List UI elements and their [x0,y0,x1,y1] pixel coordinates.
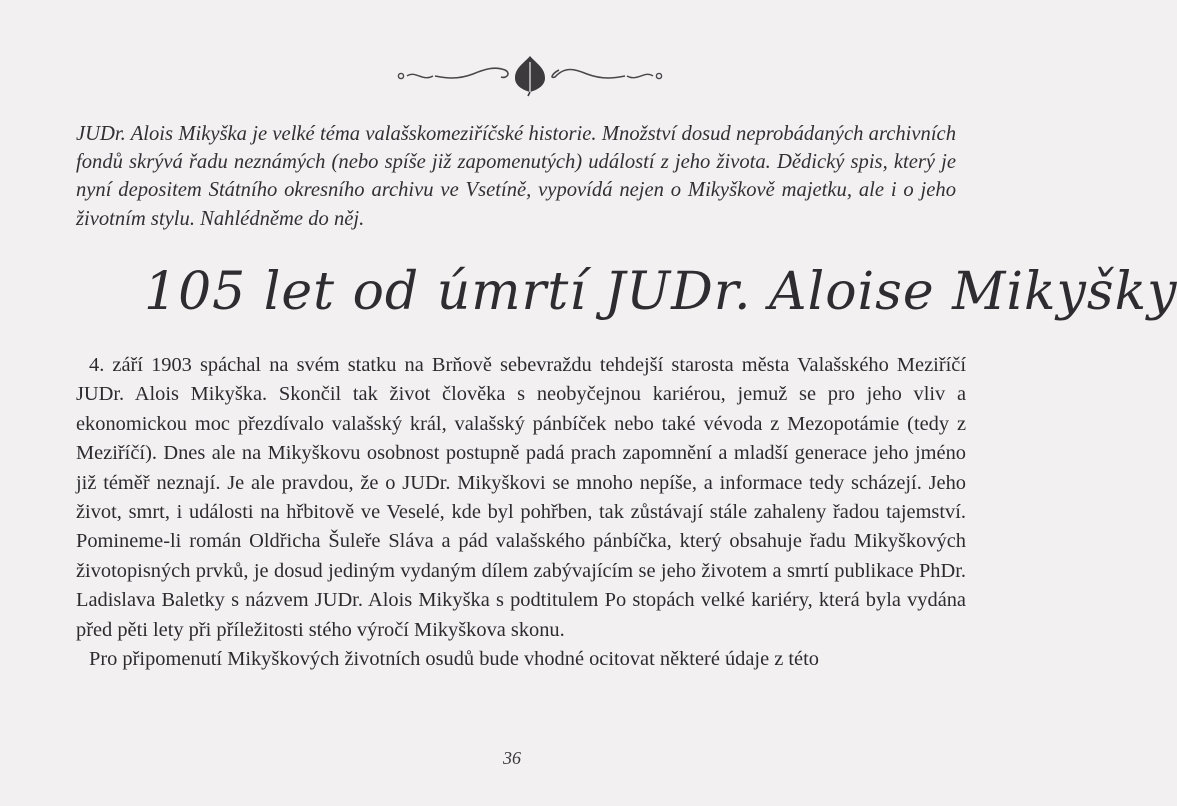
page-number: 36 [503,748,521,768]
body-paragraph-2: Pro připomenutí Mikyškových životních osudů bude vhodné ocitovat některé údaje z této [89,648,819,671]
intro-abstract [76,120,956,233]
article-title: 105 let od úmrtí JUDr. Aloise Mikyšky [144,262,1177,322]
intro-text: JUDr. Alois Mikyška je velké téma valašskomeziříčské historie. Množství dosud neprobádaných archivních fondů skrývá řadu neznámých (nebo spíše již zapomenutých) událostí z jeho života. Dědický spis, který je nyní depositem Státního okresního archivu ve Vsetíně, vypovídá nejen o Mikyškově majetku, ale i o jeho životním stylu. Nahlédněme do něj. [76,123,956,230]
leaf-flourish-icon [395,52,665,96]
body-paragraph-1: 4. září 1903 spáchal na svém statku na Brňově sebevraždu tehdejší starosta města Valašského Meziříčí JUDr. Alois Mikyška. Skončil tak život člověka s neobyčejnou kariérou, jemuž se pro jeho vliv a ekonomickou moc přezdívalo valašský král, valašský pánbíček nebo také vévoda z Mezopotámie (tedy z Meziříčí). Dnes ale na Mikyškovu osobnost postupně padá prach zapomnění a mladší generace jeho jméno již téměř neznají. Je ale pravdou, že o JUDr. Mikyškovi se mnoho nepíše, a informace tedy scházejí. Jeho život, smrt, i události na hřbitově ve Veselé, kde byl pohřben, tak zůstávají stále zahaleny řadou tajemství. Pomineme-li román Oldřicha Šuleře Sláva a pád valašského pánbíčka, který obsahuje řadu Mikyškových životopisných prvků, je dosud jediným vydaným dílem zabývajícím se jeho životem a smrtí publikace PhDr. Ladislava Baletky s názvem JUDr. Alois Mikyška s podtitulem Po stopách velké kariéry, která byla vydána před pěti lety při příležitosti stého výročí Mikyškova skonu. [76,354,966,641]
article-body [76,351,966,674]
